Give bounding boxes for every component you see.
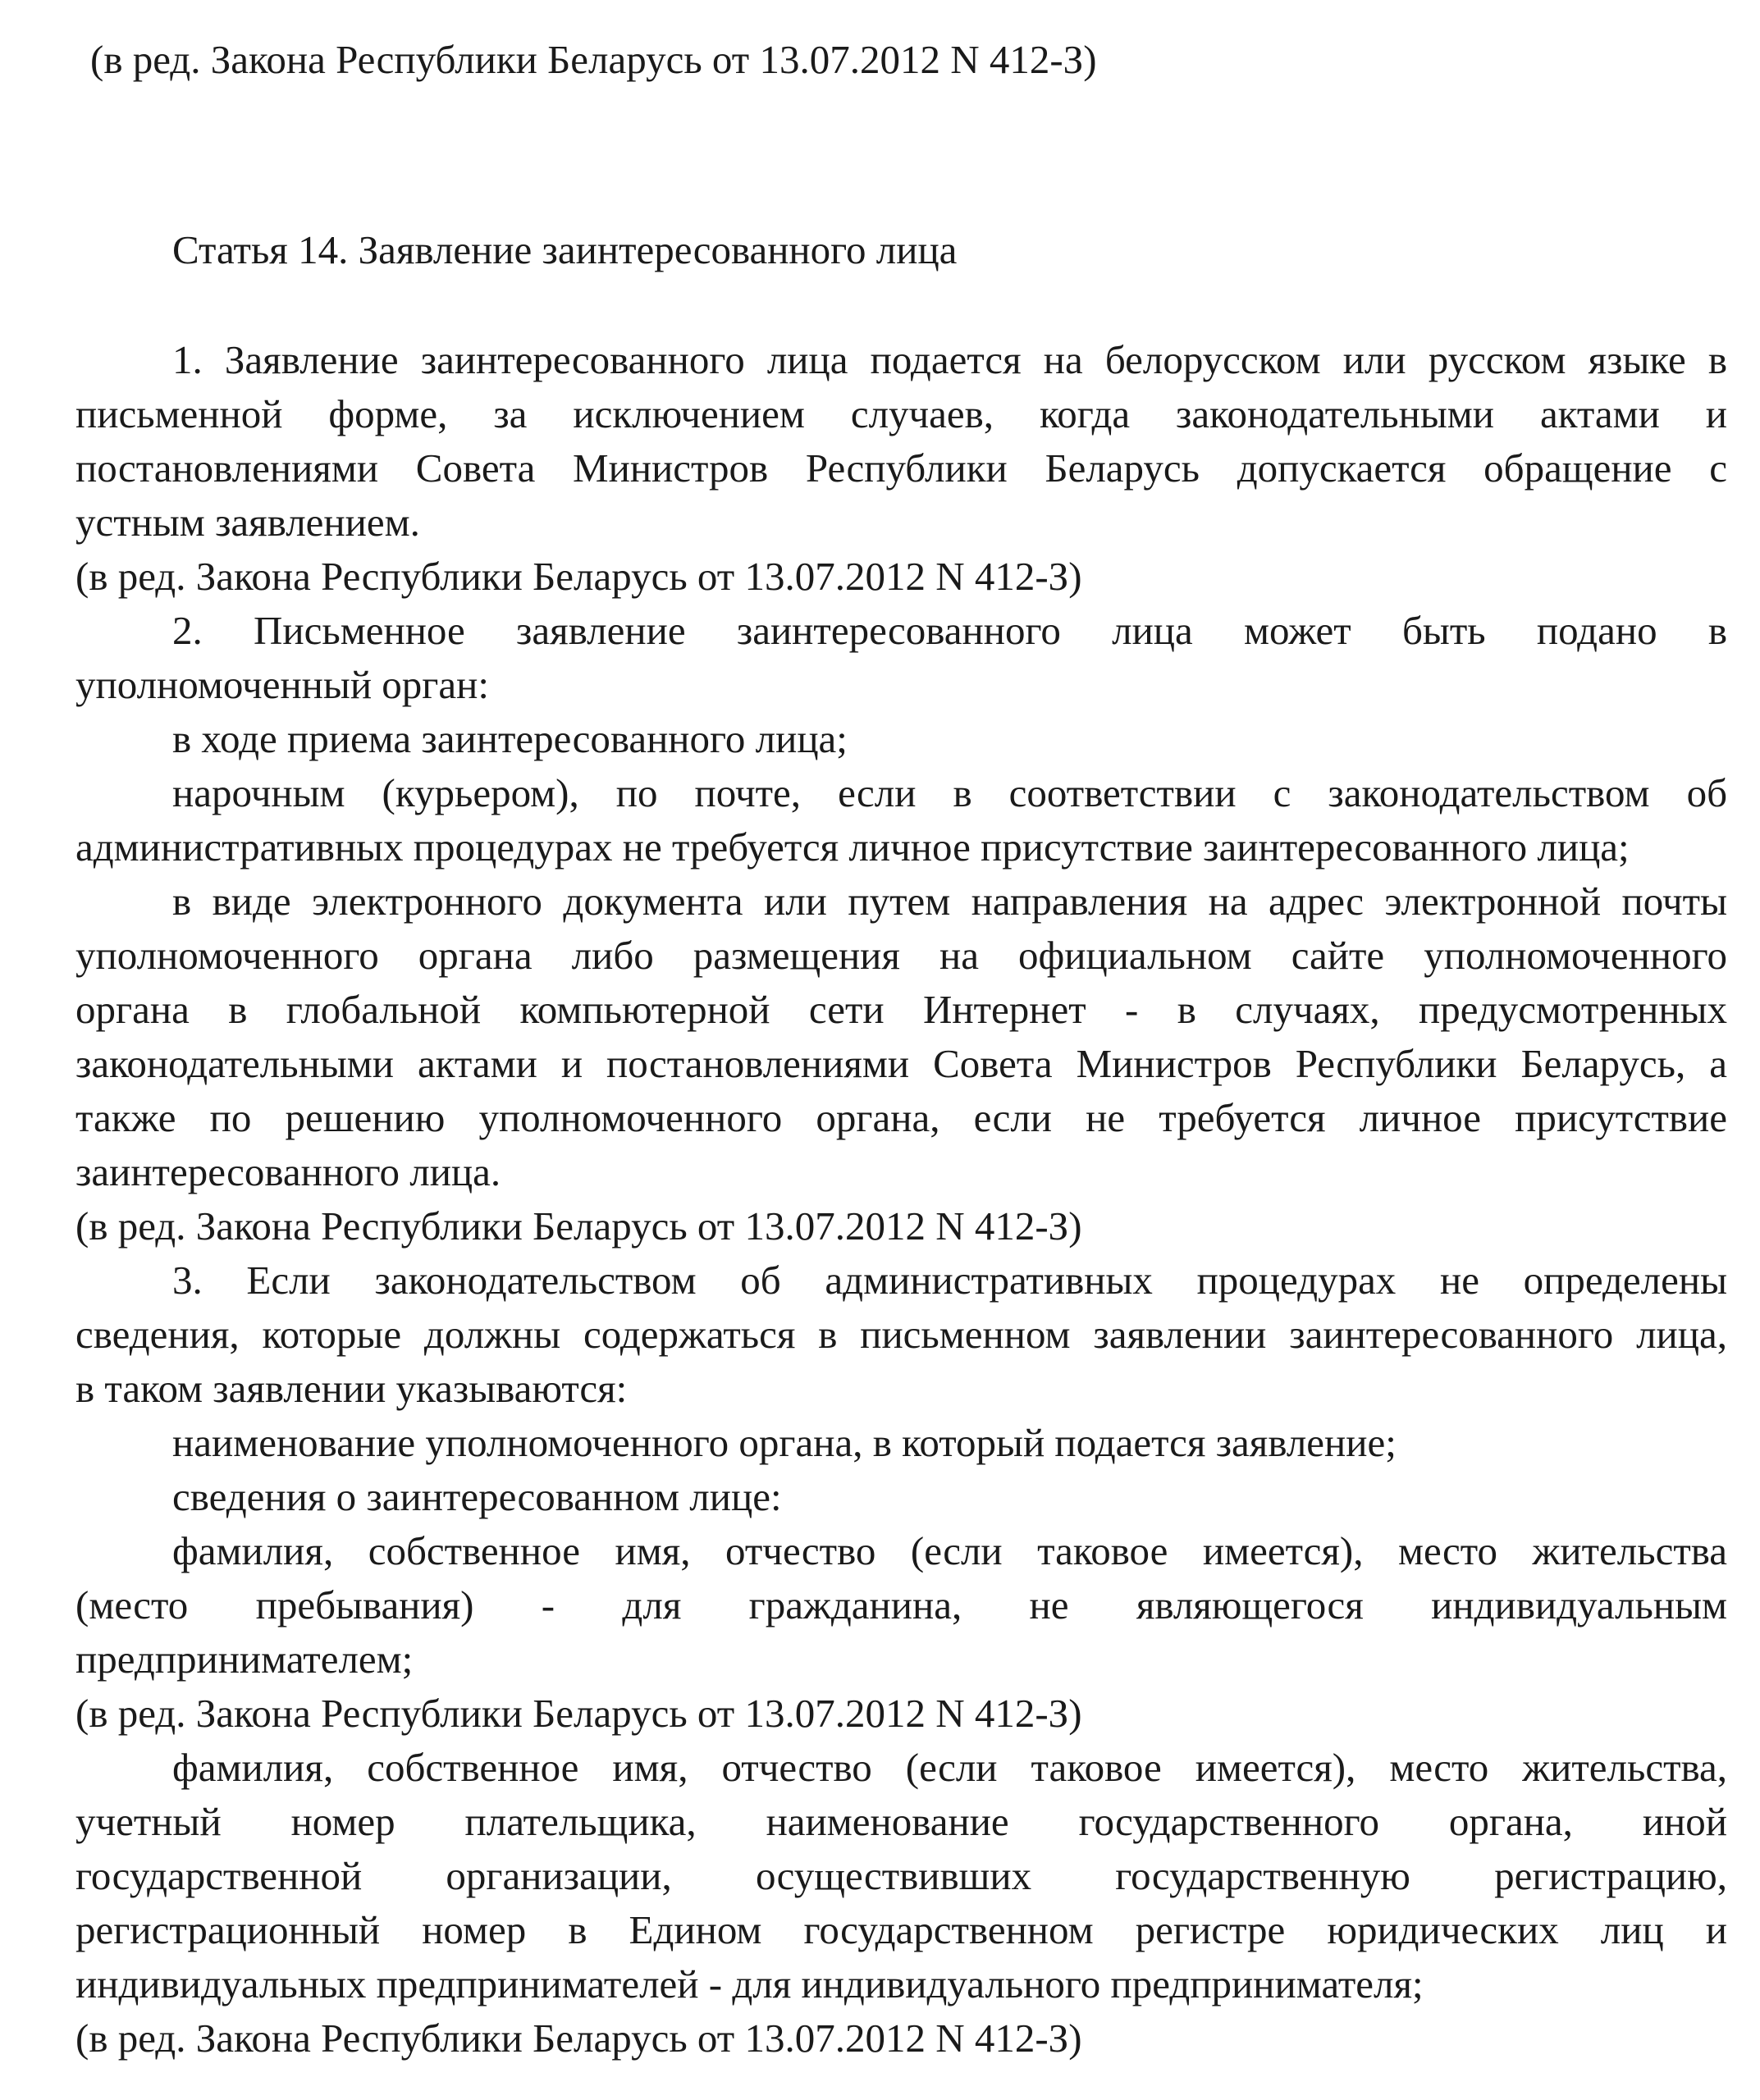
paragraph-line: уполномоченный орган: (75, 662, 489, 707)
list-item: фамилия, собственное имя, отчество (если таковое имеется), место жительства (172, 1528, 1727, 1573)
list-item: административных процедурах не требуется личное присутствие заинтересованного лица; (75, 824, 1630, 870)
list-item: в виде электронного документа или путем направления на адрес электронной почты (172, 879, 1727, 924)
paragraph-line: 3. Если законодательством об административных процедурах не определены (172, 1258, 1727, 1303)
list-item: (место пребывания) - для гражданина, не являющегося индивидуальным (75, 1582, 1727, 1628)
amendment-note: (в ред. Закона Республики Беларусь от 13.07.2012 N 412-З) (75, 1691, 1082, 1736)
amendment-note: (в ред. Закона Республики Беларусь от 13.07.2012 N 412-З) (75, 1203, 1082, 1249)
list-item: нарочным (курьером), по почте, если в соответствии с законодательством об (172, 770, 1727, 815)
list-item: регистрационный номер в Едином государственном регистре юридических лиц и (75, 1907, 1727, 1952)
paragraph-line: сведения, которые должны содержаться в письменном заявлении заинтересованного лица, (75, 1312, 1727, 1357)
paragraph-line: постановлениями Совета Министров Республики Беларусь допускается обращение с (75, 445, 1727, 491)
list-item: фамилия, собственное имя, отчество (если таковое имеется), место жительства, (172, 1745, 1727, 1790)
list-item: в ходе приема заинтересованного лица; (172, 716, 848, 761)
paragraph-line: в таком заявлении указываются: (75, 1366, 628, 1411)
paragraph-line: устным заявлением. (75, 500, 420, 545)
list-item: предпринимателем; (75, 1637, 414, 1682)
amendment-note: (в ред. Закона Республики Беларусь от 13.07.2012 N 412-З) (75, 2016, 1082, 2061)
amendment-note: (в ред. Закона Республики Беларусь от 13.07.2012 N 412-З) (90, 37, 1097, 82)
paragraph-line: 2. Письменное заявление заинтересованного лица может быть подано в (172, 608, 1727, 653)
amendment-note: (в ред. Закона Республики Беларусь от 13.07.2012 N 412-З) (75, 554, 1082, 599)
list-item: государственной организации, осуществивших государственную регистрацию, (75, 1853, 1727, 1898)
article-title: Статья 14. Заявление заинтересованного лица (172, 227, 958, 272)
list-item: уполномоченного органа либо размещения на официальном сайте уполномоченного (75, 933, 1727, 978)
list-item: индивидуальных предпринимателей - для индивидуального предпринимателя; (75, 1961, 1424, 2006)
paragraph-line: письменной форме, за исключением случаев, когда законодательными актами и (75, 391, 1727, 436)
list-item: органа в глобальной компьютерной сети Интернет - в случаях, предусмотренных (75, 987, 1727, 1032)
list-item: учетный номер плательщика, наименование государственного органа, иной (75, 1799, 1727, 1844)
list-item: также по решению уполномоченного органа, если не требуется личное присутствие (75, 1095, 1727, 1140)
list-item: законодательными актами и постановлениями Совета Министров Республики Беларусь, а (75, 1041, 1727, 1086)
list-item: наименование уполномоченного органа, в который подается заявление; (172, 1420, 1397, 1465)
list-item: сведения о заинтересованном лице: (172, 1474, 782, 1519)
list-item: заинтересованного лица. (75, 1149, 501, 1194)
paragraph-line: 1. Заявление заинтересованного лица подается на белорусском или русском языке в (172, 337, 1727, 382)
